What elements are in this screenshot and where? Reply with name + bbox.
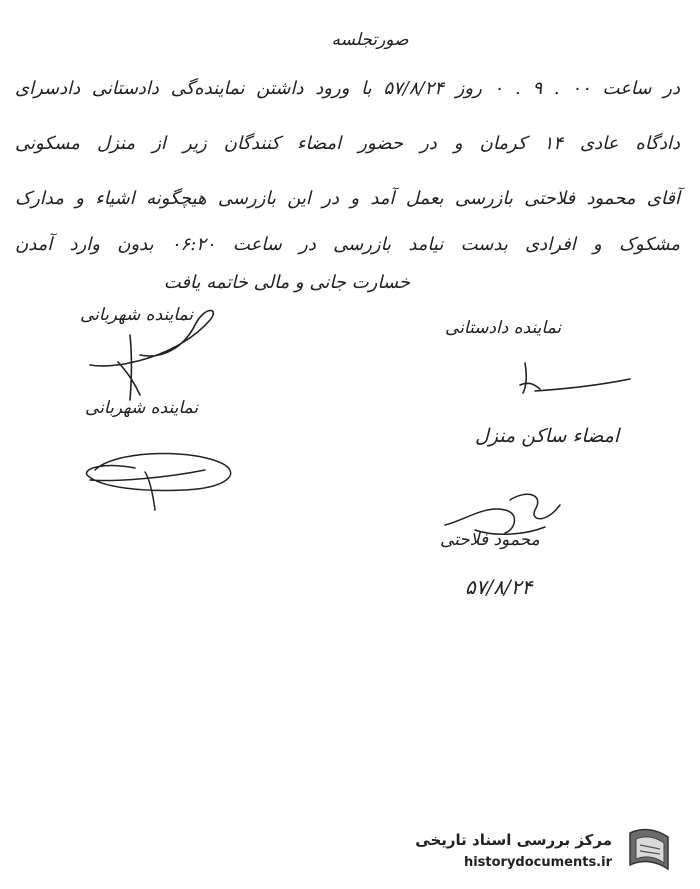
body-line-3: آقای محمود فلاحتی بازرسی بعمل آمد و در این بازرسی هیچگونه اشیاء و مدارک (15, 188, 680, 209)
police-rep-label-1: نماینده شهربانی (80, 305, 194, 325)
police-signature-2 (75, 440, 245, 520)
body-line-4: مشکوک و افرادی بدست نیامد بازرسی در ساعت ۰۶:۲۰ بدون وارد آمدن (15, 234, 680, 255)
prosecutor-rep-label: نماینده دادستانی (445, 318, 562, 338)
archive-url: historydocuments.ir (463, 855, 612, 870)
archive-name: مرکز بررسی اسناد تاریخی (415, 831, 612, 849)
body-line-5: خسارت جانی و مالی خاتمه یافت (163, 272, 410, 293)
body-line-1: در ساعت ۰۰ . ۹ . ۰ روز ۵۷/۸/۲۴ با ورود داشتن نماینده‌گی دادستانی دادسرای (15, 78, 680, 99)
police-signature-1 (70, 300, 230, 410)
body-line-2: دادگاه عادی ۱۴ کرمان و در حضور امضاء کنندگان زیر از منزل مسکونی (15, 133, 680, 154)
archive-footer (392, 819, 682, 881)
signature-date: ۵۷/۸/۲۴ (465, 575, 533, 599)
resident-name: محمود فلاحتی (440, 530, 540, 550)
book-logo-icon (622, 823, 678, 877)
prosecutor-signature (505, 355, 645, 400)
resident-sign-label: امضاء ساکن منزل (475, 425, 620, 447)
document-title: صورتجلسه (331, 30, 409, 50)
police-rep-label-2: نماینده شهربانی (85, 398, 199, 418)
